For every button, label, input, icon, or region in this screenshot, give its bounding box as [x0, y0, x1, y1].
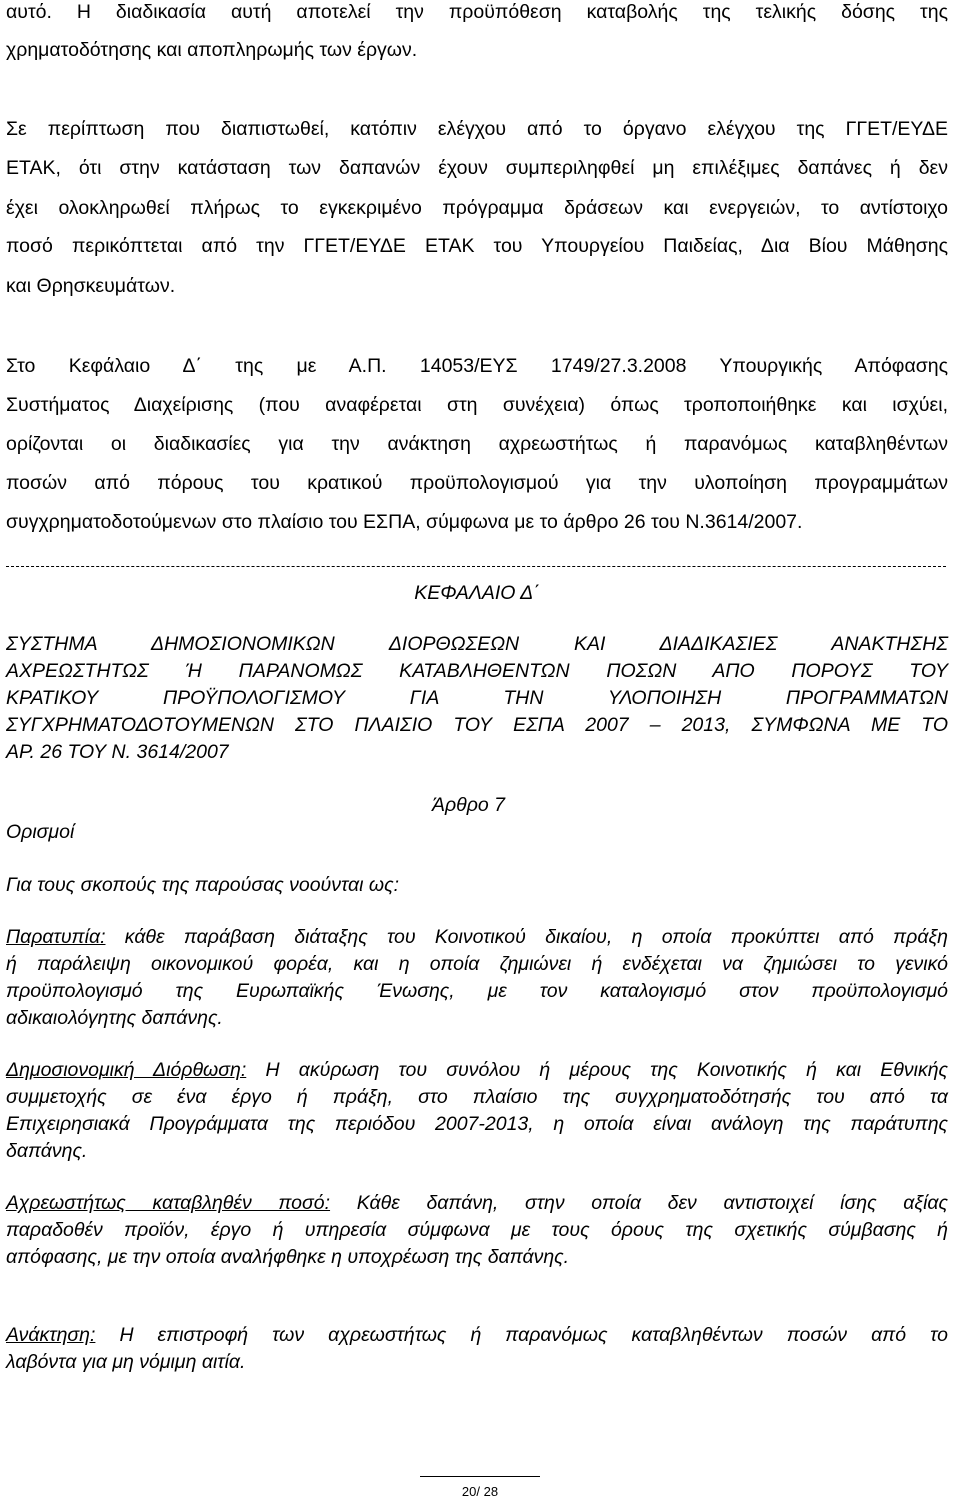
definition-term: Δημοσιονομική Διόρθωση: [6, 1059, 247, 1081]
definition-line: συμμετοχής σε ένα έργο ή πράξη, στο πλαίσιο της συγχρηματοδότησής του από τα [6, 1086, 948, 1108]
definition-line: αδικαιολόγητης δαπάνης. [6, 1007, 223, 1029]
paragraph-line: αυτό. Η διαδικασία αυτή αποτελεί την προϋπόθεση καταβολής της τελικής δόσης της [6, 1, 948, 23]
chapter-title: ΚΕΦΑΛΑΙΟ Δ΄ [414, 582, 540, 604]
paragraph-line: Σε περίπτωση που διαπιστωθεί, κατόπιν ελέγχου από το όργανο ελέγχου της ΓΓΕΤ/ΕΥΔΕ [6, 118, 948, 140]
definition-term: Αχρεωστήτως καταβληθέν ποσό: [6, 1192, 331, 1214]
chapter-heading-line: ΚΡΑΤΙΚΟΥ ΠΡΟΫΠΟΛΟΓΙΣΜΟΥ ΓΙΑ ΤΗΝ ΥΛΟΠΟΙΗΣΗ ΠΡΟΓΡΑΜΜΑΤΩΝ [6, 687, 948, 709]
page-number: 20/ 28 [461, 1484, 499, 1499]
paragraph-line: Στο Κεφάλαιο Δ΄ της με Α.Π. 14053/ΕΥΣ 1749/27.3.2008 Υπουργικής Απόφασης [6, 355, 948, 377]
paragraph-line: ΕΤΑΚ, ότι στην κατάσταση των δαπανών έχουν συμπεριληφθεί μη επιλέξιμες δαπάνες ή δεν [6, 157, 948, 179]
definition-line: δαπάνης. [6, 1140, 88, 1162]
paragraph-line: και Θρησκευμάτων. [6, 275, 176, 297]
chapter-heading-line: ΑΧΡΕΩΣΤΗΤΩΣ Ή ΠΑΡΑΝΟΜΩΣ ΚΑΤΑΒΛΗΘΕΝΤΩΝ ΠΟΣΩΝ ΑΠΟ ΠΟΡΟΥΣ ΤΟΥ [6, 660, 948, 682]
dashed-separator [6, 566, 946, 567]
definition-term: Παρατυπία: [6, 926, 106, 948]
paragraph-line: ποσών από πόρους του κρατικού προϋπολογισμού για την υλοποίηση προγραμμάτων [6, 472, 948, 494]
footer-rule [420, 1476, 540, 1477]
paragraph-line: χρηματοδότησης και αποπληρωμής των έργων. [6, 39, 418, 61]
definition-line: παραδοθέν προϊόν, έργο ή υπηρεσία σύμφωνα με τους όρους της σχετικής σύμβασης ή [6, 1219, 948, 1241]
chapter-heading-line: ΑΡ. 26 ΤΟΥ Ν. 3614/2007 [6, 741, 229, 763]
chapter-heading-line: ΣΥΣΤΗΜΑ ΔΗΜΟΣΙΟΝΟΜΙΚΩΝ ΔΙΟΡΘΩΣΕΩΝ ΚΑΙ ΔΙΑΔΙΚΑΣΙΕΣ ΑΝΑΚΤΗΣΗΣ [6, 633, 948, 655]
definition-line: Δημοσιονομική Διόρθωση: Η ακύρωση του συνόλου ή μέρους της Κοινοτικής ή και Εθνικής [6, 1059, 949, 1081]
chapter-heading-line: ΣΥΓΧΡΗΜΑΤΟΔΟΤΟΥΜΕΝΩΝ ΣΤΟ ΠΛΑΙΣΙΟ ΤΟΥ ΕΣΠΑ 2007 – 2013, ΣΥΜΦΩΝΑ ΜΕ ΤΟ [6, 714, 948, 736]
definition-line: λαβόντα για μη νόμιμη αιτία. [6, 1351, 246, 1373]
definition-line: απόφασης, με την οποία αναλήφθηκε η υποχρέωση της δαπάνης. [6, 1246, 570, 1268]
paragraph-line: Συστήματος Διαχείρισης (που αναφέρεται στη συνέχεια) όπως τροποποιήθηκε και ισχύει, [6, 394, 948, 416]
article-intro: Για τους σκοπούς της παρούσας νοούνται ως: [6, 874, 399, 896]
article-title: Άρθρο 7 [432, 794, 506, 816]
definition-line: Παρατυπία: κάθε παράβαση διάταξης του Κοινοτικού δικαίου, η οποία προκύπτει από πράξη [6, 926, 948, 948]
definition-term: Ανάκτηση: [6, 1324, 96, 1346]
definition-line: Αχρεωστήτως καταβληθέν ποσό: Κάθε δαπάνη, στην οποία δεν αντιστοιχεί ίσης αξίας [6, 1192, 949, 1214]
paragraph-line: έχει ολοκληρωθεί πλήρως το εγκεκριμένο πρόγραμμα δράσεων και ενεργειών, το αντίστοιχο [6, 197, 948, 219]
article-name: Ορισμοί [6, 821, 75, 843]
paragraph-line: ορίζονται οι διαδικασίες για την ανάκτηση αχρεωστήτως ή παρανόμως καταβληθέντων [6, 433, 948, 455]
paragraph-line: ποσό περικόπτεται από την ΓΓΕΤ/ΕΥΔΕ ΕΤΑΚ του Υπουργείου Παιδείας, Δια Βίου Μάθησης [6, 235, 948, 257]
definition-line: Επιχειρησιακά Προγράμματα της περιόδου 2007-2013, η οποία είναι ανάλογη της παράτυπης [6, 1113, 948, 1135]
paragraph-line: συγχρηματοδοτούμενων στο πλαίσιο του ΕΣΠΑ, σύμφωνα με το άρθρο 26 του Ν.3614/2007. [6, 511, 803, 533]
definition-line: ή παράλειψη οικονομικού φορέα, και η οποία ζημιώνει ή ενδέχεται να ζημιώσει το γενικό [6, 953, 948, 975]
definition-line: προϋπολογισμό της Ευρωπαϊκής Ένωσης, με τον καταλογισμό στον προϋπολογισμό [6, 980, 948, 1002]
definition-line: Ανάκτηση: Η επιστροφή των αχρεωστήτως ή παρανόμως καταβληθέντων ποσών από το [6, 1324, 948, 1346]
